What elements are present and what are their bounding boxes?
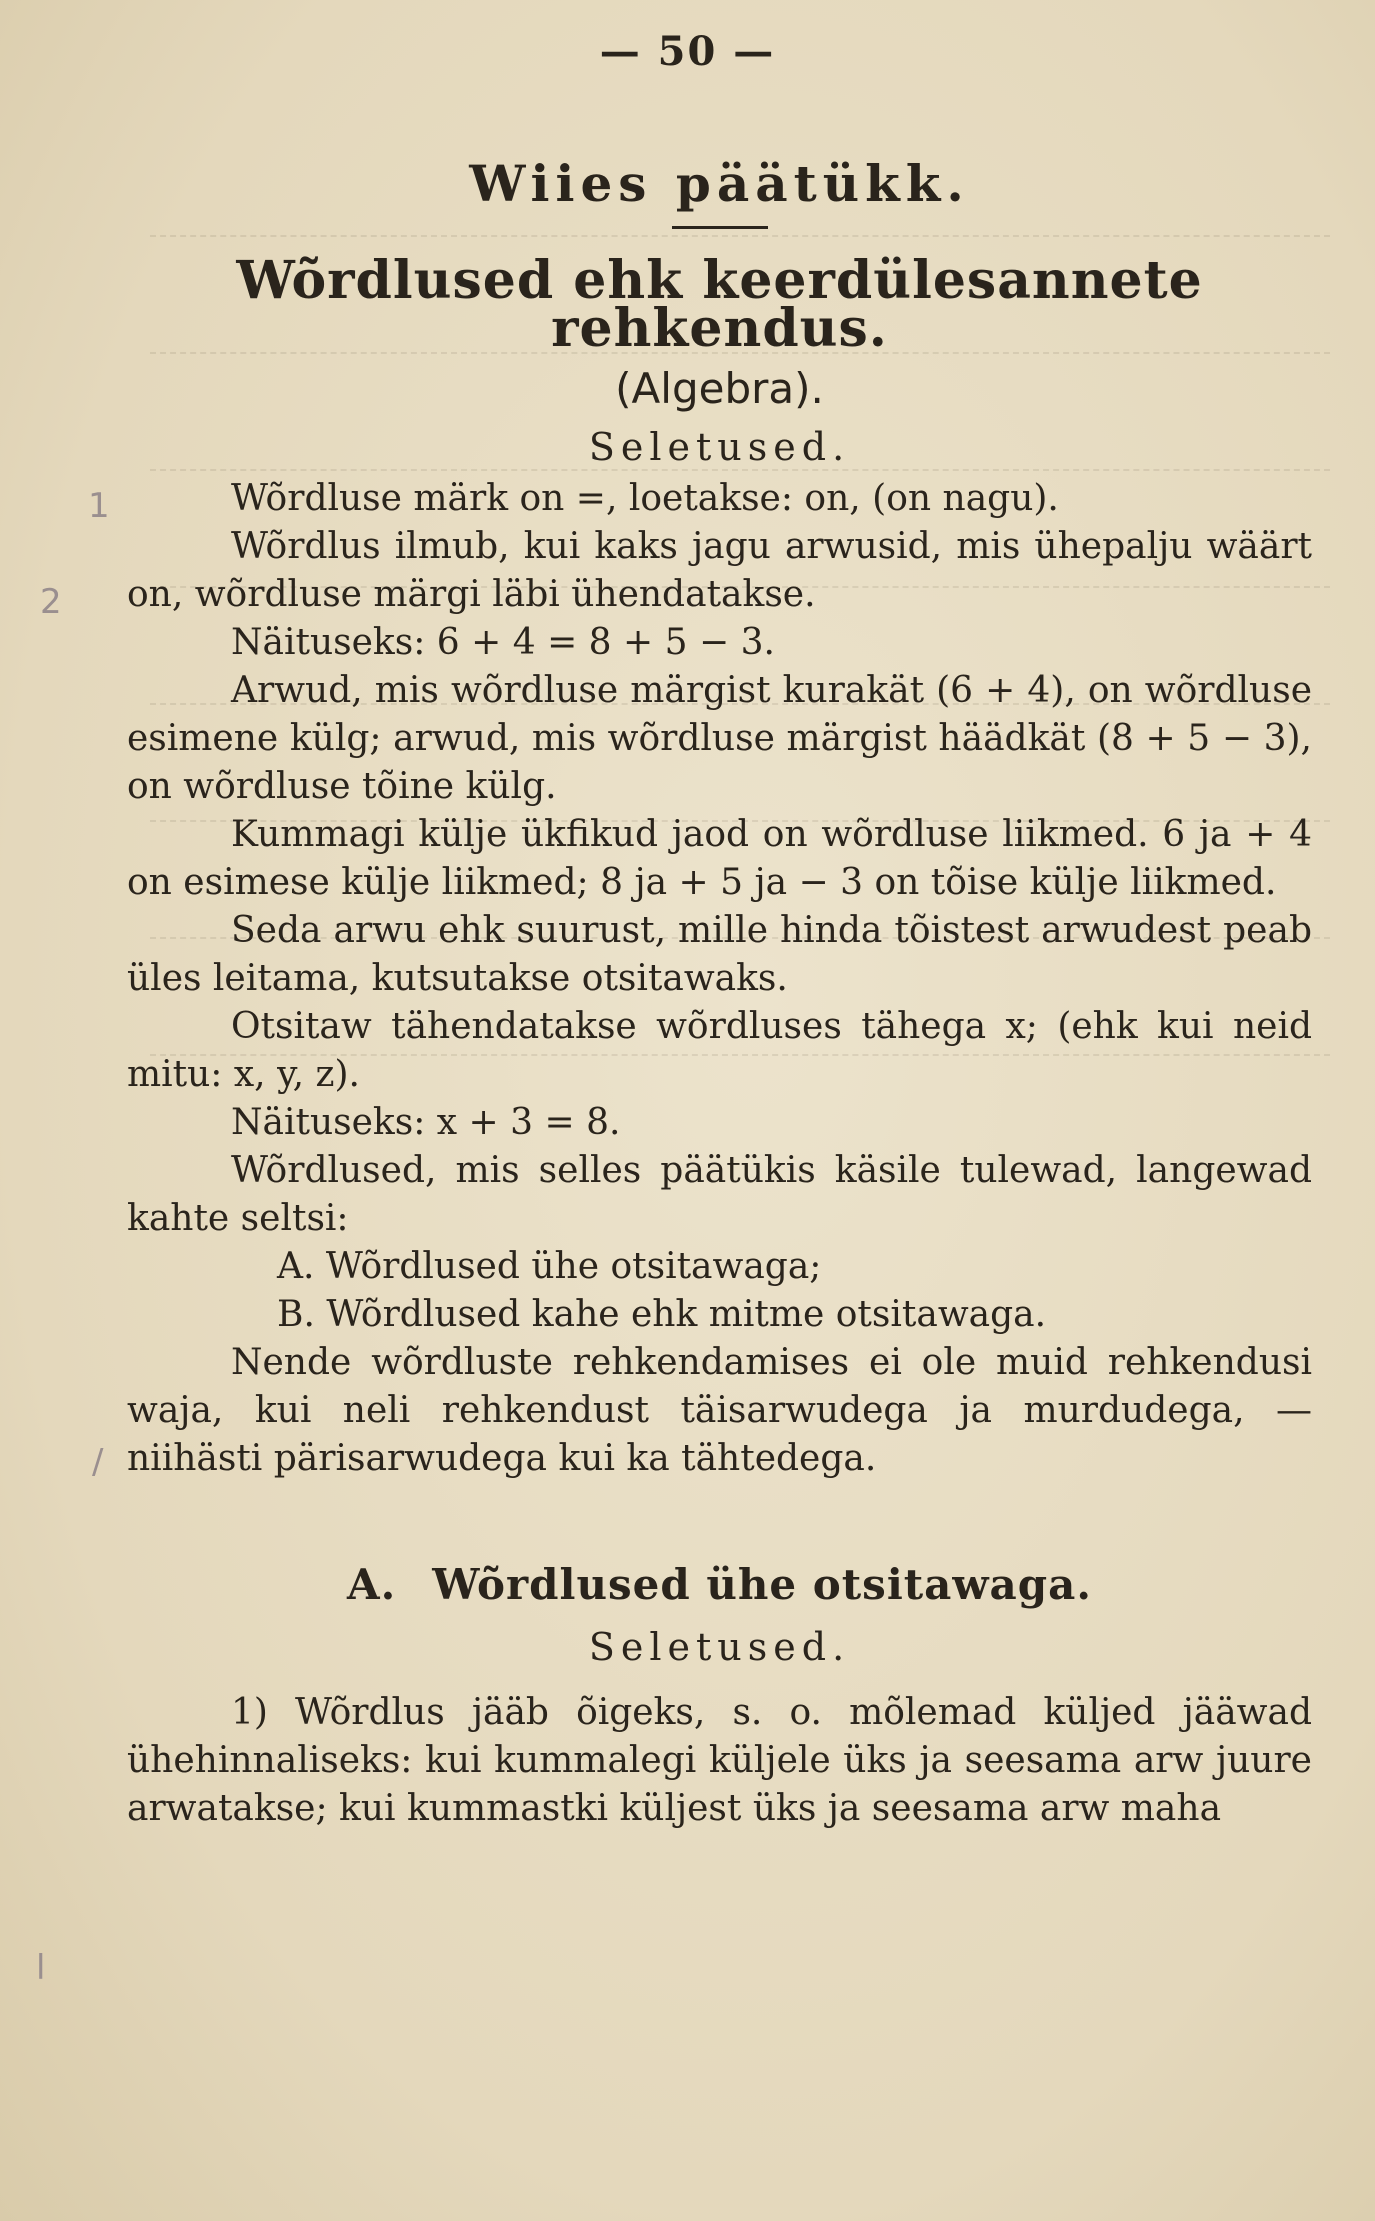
- subsection-letter: A.: [347, 1560, 397, 1609]
- subsection-explanations: Seletused.: [588, 1625, 851, 1669]
- page-body: [127, 140, 1312, 1833]
- paragraph-kinds: Wõrdlused, mis selles päätükis käsile tulewad, langewad kahte seltsi:: [127, 1150, 1312, 1239]
- chapter-title: Wiies päätükk.: [469, 154, 970, 213]
- subsection-title: Wõrdlused ühe otsitawaga.: [432, 1560, 1092, 1609]
- paragraph-notation: Otsitaw tähendatakse wõrdluses tähega x; (ehk kui neid mitu: x, y, z).: [127, 1006, 1312, 1095]
- paragraph-closing: Nende wõrdluste rehkendamises ei ole muid rehkendusi waja, kui neli rehkendust täisarwudega ja murdudega, — niihästi pärisarwudega kui ka tähtedega.: [127, 1342, 1312, 1479]
- subject-label: (Algebra).: [615, 364, 824, 413]
- paragraph-sign: Wõrdluse märk on =, loetakse: on, (on nagu).: [231, 478, 1059, 519]
- subsection-heading: [127, 1561, 1312, 1609]
- kinds-list: [127, 1243, 1312, 1339]
- page-number: — 50 —: [599, 28, 776, 75]
- margin-mark-4: l: [36, 1948, 46, 1988]
- rule-1: 1) Wõrdlus jääb õigeks, s. o. mõlemad küljed jääwad ühehinnaliseks: kui kummalegi küljele üks ja seesama arw juure arwatakse; kui kummastki küljest üks ja seesama arw maha: [127, 1692, 1312, 1829]
- list-item: B. Wõrdlused kahe ehk mitme otsitawaga.: [277, 1294, 1047, 1335]
- list-item: A. Wõrdlused ühe otsitawaga;: [277, 1246, 822, 1287]
- section-title: Wõrdlused ehk keerdülesannete rehkendus.: [236, 250, 1203, 359]
- title-rule: [672, 226, 768, 229]
- margin-mark-1: 1: [88, 486, 110, 526]
- paragraph-unknown: Seda arwu ehk suurust, mille hinda tõistest arwudest peab üles leitama, kutsutakse otsitawaks.: [127, 910, 1312, 999]
- paragraph-definition: Wõrdlus ilmub, kui kaks jagu arwusid, mis ühepalju wäärt on, wõrdluse märgi läbi ühendatakse.: [127, 526, 1312, 615]
- explanations-heading: Seletused.: [588, 425, 851, 469]
- paragraph-sides: Arwud, mis wõrdluse märgist kurakät (6 + 4), on wõrdluse esimene külg; arwud, mis wõrdluse märgist häädkät (8 + 5 − 3), on wõrdluse tõine külg.: [127, 670, 1312, 807]
- paragraph-example-2: Näituseks: x + 3 = 8.: [231, 1102, 621, 1143]
- margin-mark-3: /: [92, 1442, 104, 1482]
- paragraph-example-1: Näituseks: 6 + 4 = 8 + 5 − 3.: [231, 622, 775, 663]
- margin-mark-2: 2: [40, 582, 62, 622]
- paragraph-terms: Kummagi külje ükfikud jaod on wõrdluse liikmed. 6 ja + 4 on esimese külje liikmed; 8 ja + 5 ja − 3 on tõise külje liikmed.: [127, 814, 1312, 903]
